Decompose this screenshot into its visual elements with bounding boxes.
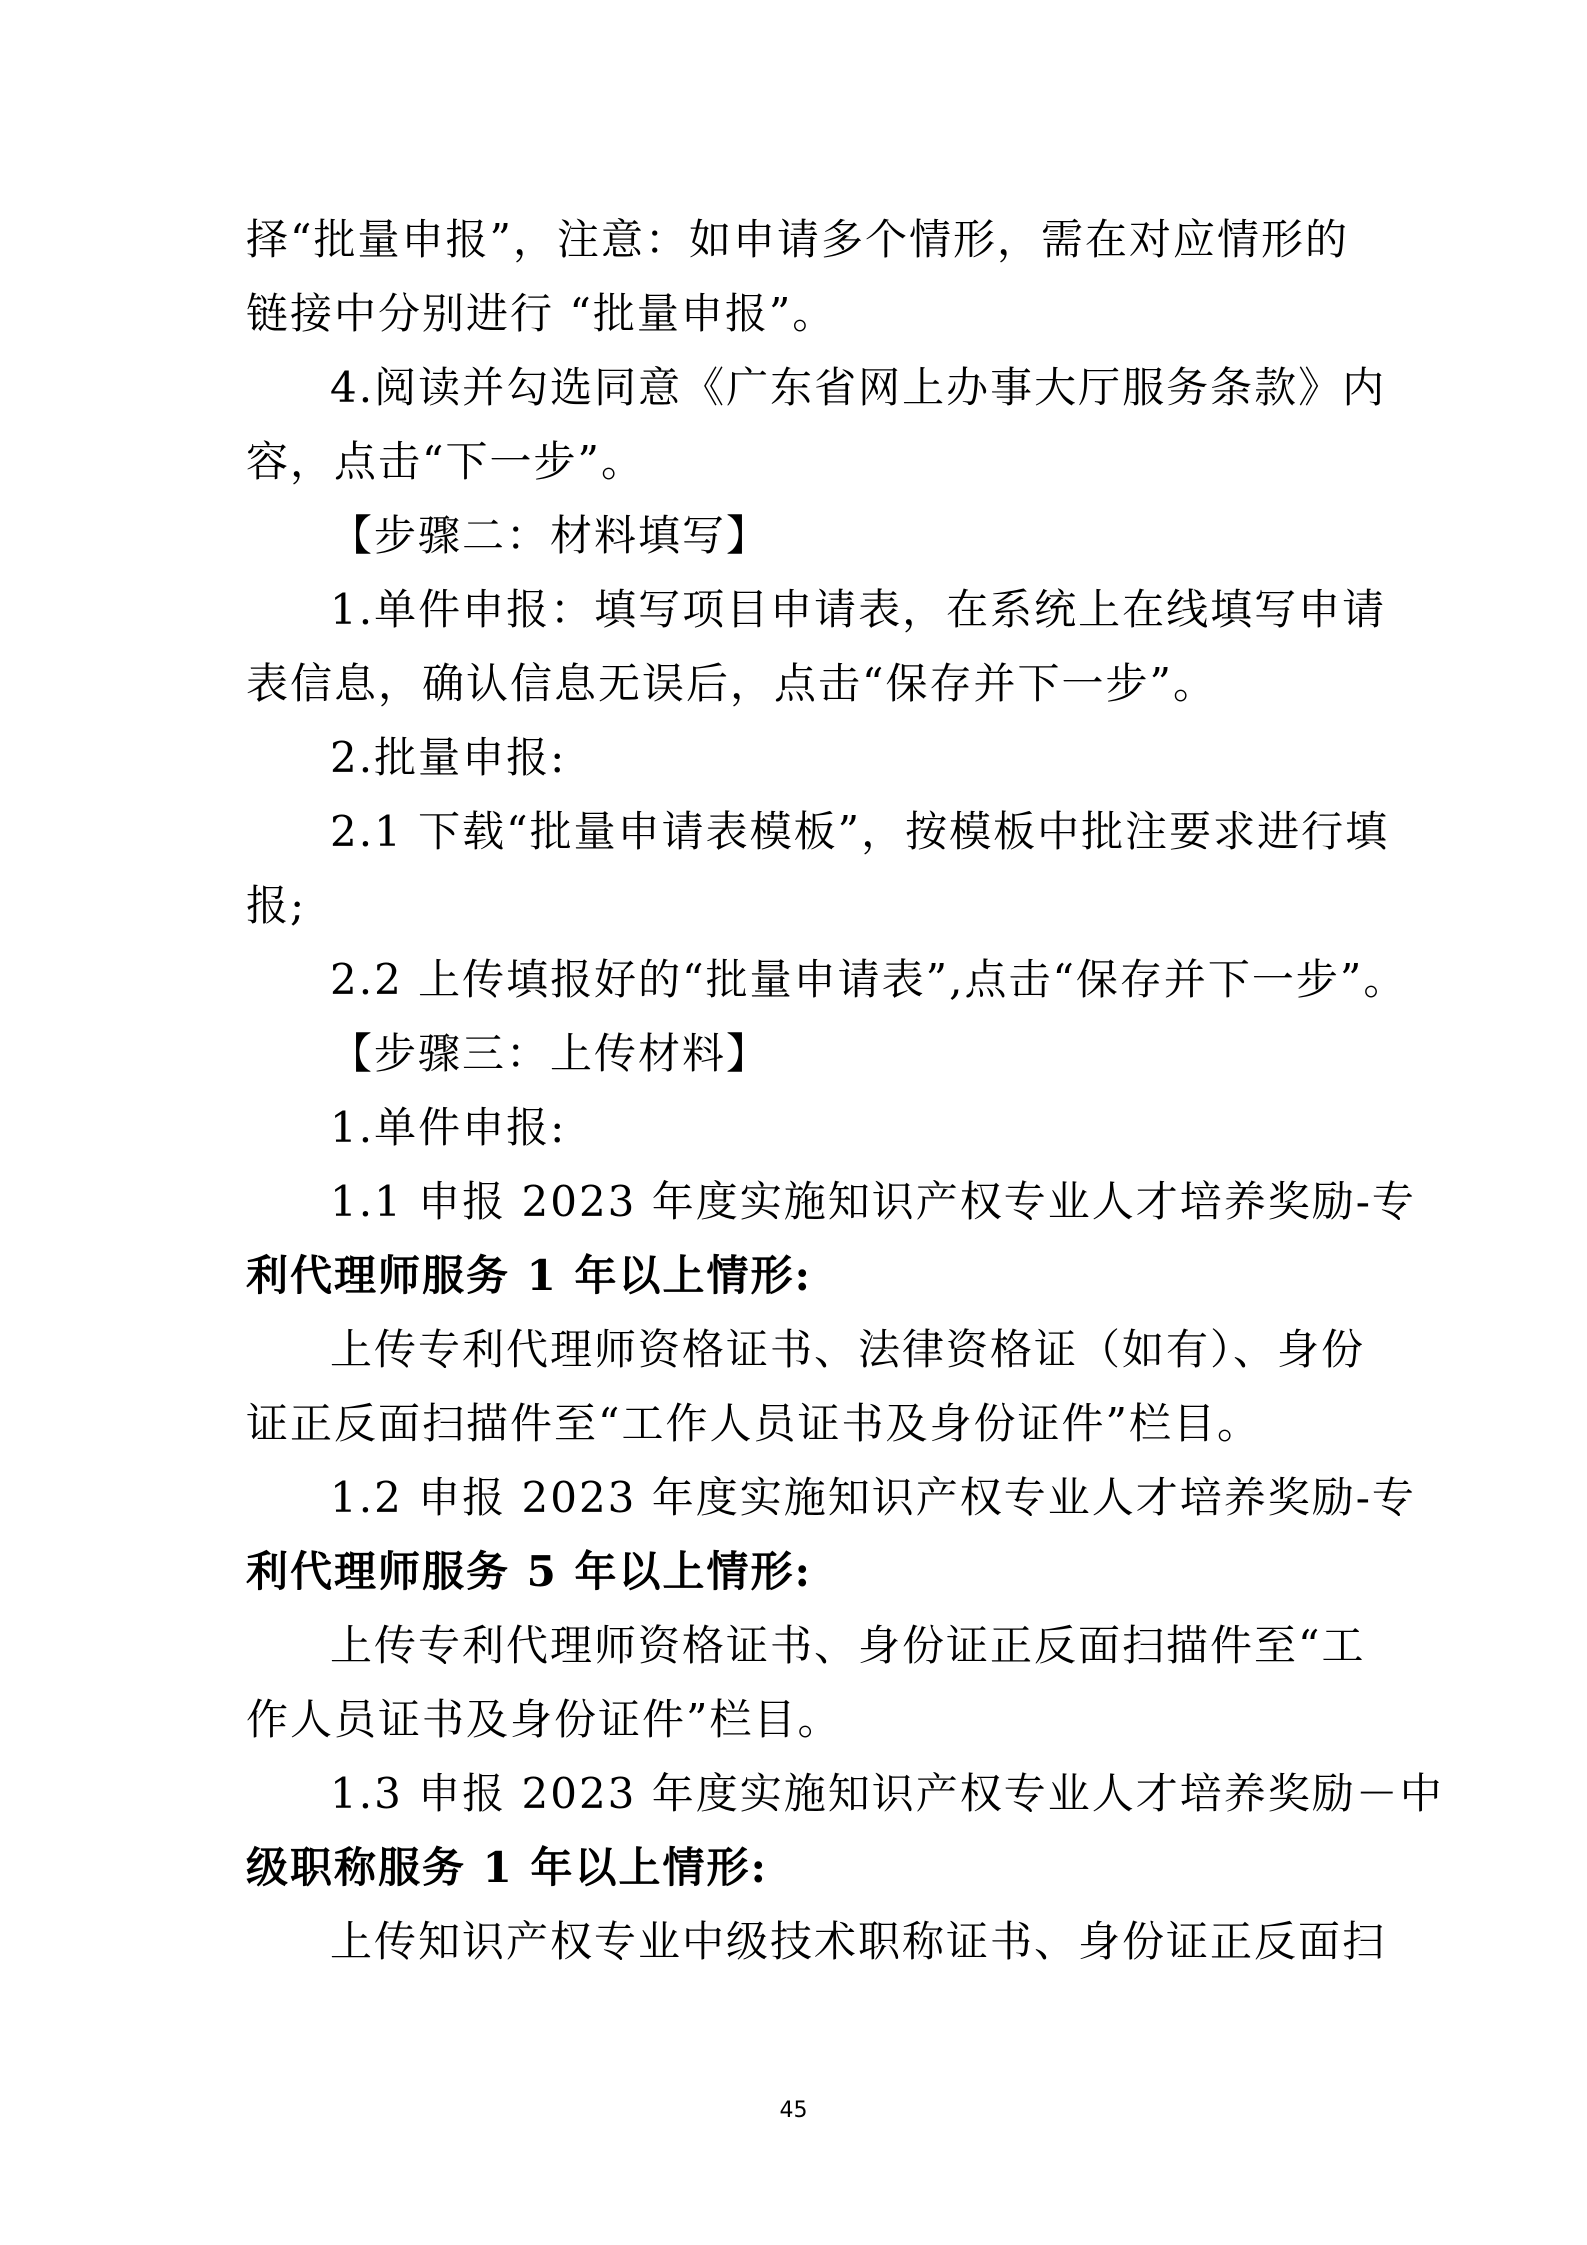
- text-line: 2.批量申报:: [330, 733, 567, 782]
- text-block: [246, 203, 1444, 1979]
- text-line: 1.单件申报：填写项目申请表，在系统上在线填写申请: [330, 585, 1387, 634]
- text-line: 1.3 申报 2023 年度实施知识产权专业人才培养奖励－中: [330, 1769, 1444, 1818]
- text-line: 择“批量申报”，注意：如申请多个情形，需在对应情形的: [246, 215, 1349, 264]
- text-line: 1.2 申报 2023 年度实施知识产权专业人才培养奖励-专: [330, 1473, 1416, 1522]
- text-line: 1.单件申报:: [330, 1103, 567, 1152]
- text-line: 容，点击“下一步”。: [246, 437, 645, 486]
- section-heading: 【步骤三：上传材料】: [330, 1029, 771, 1078]
- text-line: 链接中分别进行 “批量申报”。: [246, 289, 837, 338]
- text-line: 级职称服务 1 年以上情形:: [246, 1843, 768, 1892]
- text-line: 上传专利代理师资格证书、身份证正反面扫描件至“工: [330, 1621, 1366, 1670]
- text-line: 利代理师服务 5 年以上情形:: [246, 1547, 812, 1596]
- text-line: 1.1 申报 2023 年度实施知识产权专业人才培养奖励-专: [330, 1177, 1416, 1226]
- page-number: 45: [779, 2098, 808, 2123]
- text-line: 表信息，确认信息无误后，点击“保存并下一步”。: [246, 659, 1217, 708]
- text-line: 上传知识产权专业中级技术职称证书、身份证正反面扫: [330, 1917, 1387, 1966]
- text-line: 上传专利代理师资格证书、法律资格证（如有）、身份: [330, 1325, 1366, 1374]
- text-line: 利代理师服务 1 年以上情形:: [246, 1251, 812, 1300]
- text-line: 作人员证书及身份证件”栏目。: [246, 1695, 842, 1744]
- text-line: 证正反面扫描件至“工作人员证书及身份证件”栏目。: [246, 1399, 1261, 1448]
- text-line: 报;: [246, 881, 307, 930]
- section-heading: 【步骤二：材料填写】: [330, 511, 771, 560]
- text-line: 2.1 下载“批量申请表模板”，按模板中批注要求进行填: [330, 807, 1390, 856]
- text-line: 4.阅读并勾选同意《广东省网上办事大厅服务条款》内: [330, 363, 1387, 412]
- text-line: 2.2 上传填报好的“批量申请表”,点击“保存并下一步”。: [330, 955, 1408, 1004]
